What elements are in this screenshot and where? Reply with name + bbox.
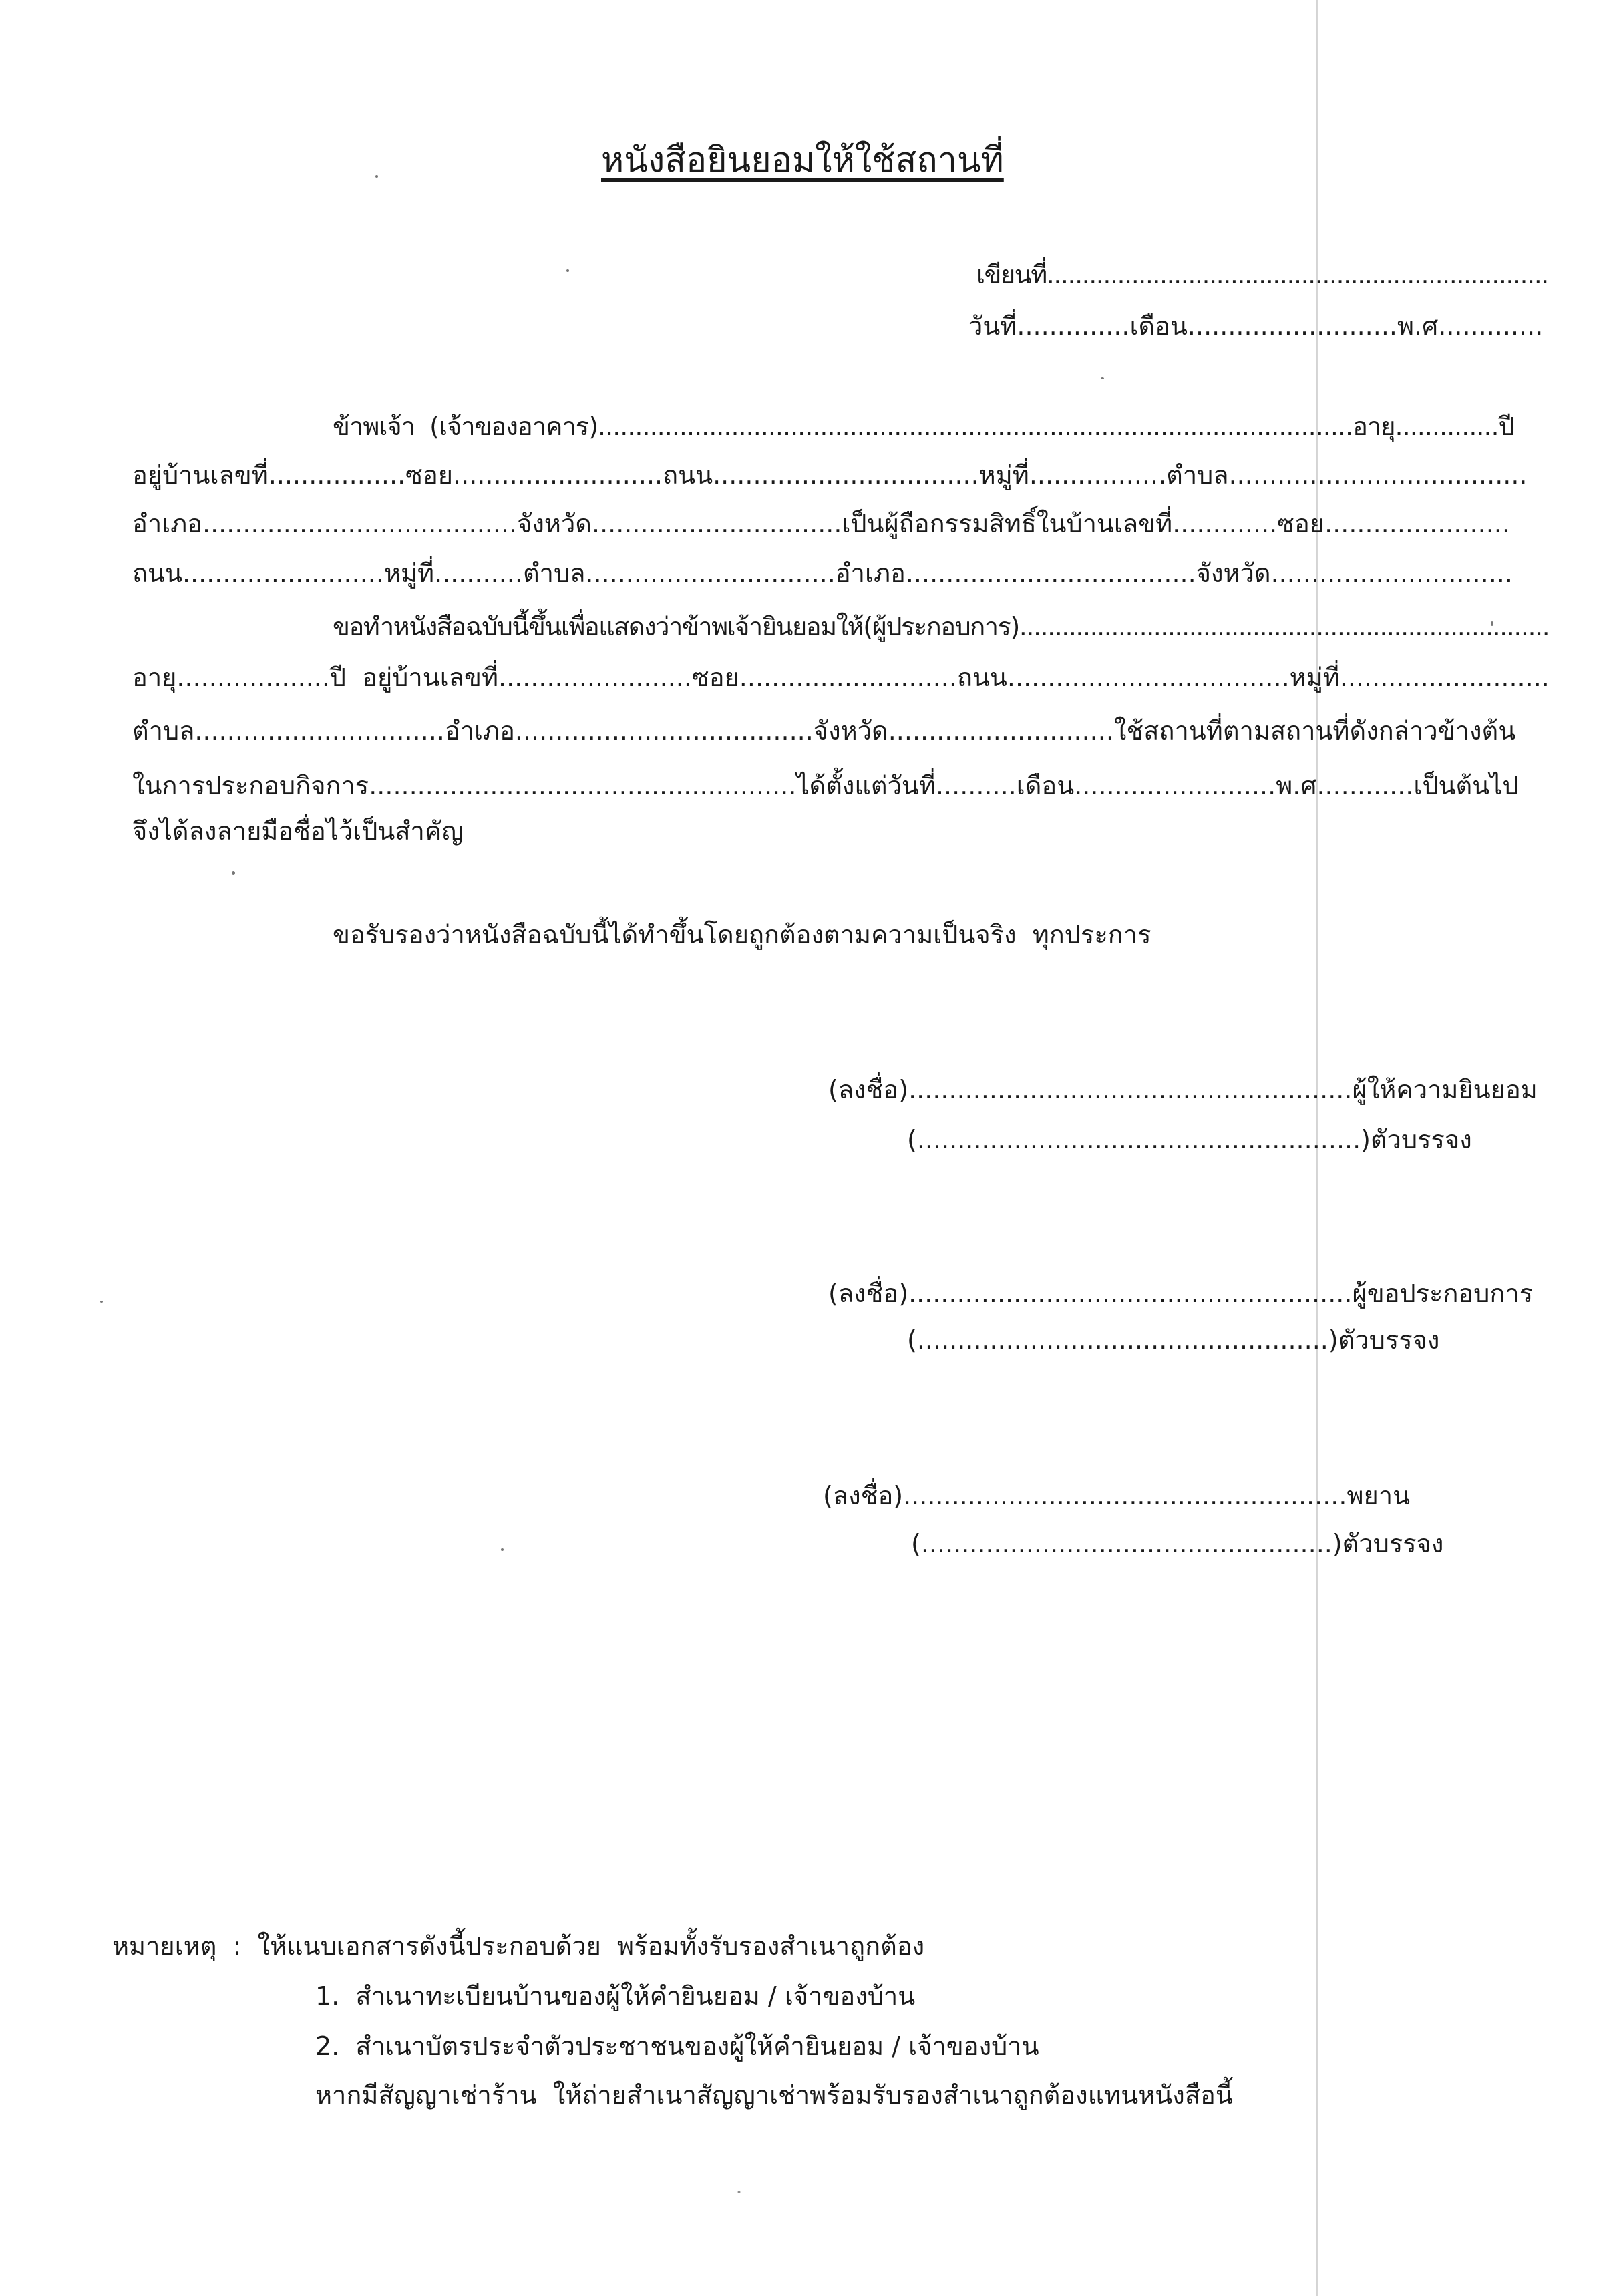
scan-speck [1101,377,1104,379]
operator-signature-line: (ลงชื่อ).......................................................ผู้ขอประกอบการ [828,1279,1534,1308]
scan-speck [737,2191,741,2193]
scan-speck [566,269,569,272]
notes-footer: หากมีสัญญาเช่าร้าน ให้ถ่ายสำเนาสัญญาเช่าพร้อมรับรองสำเนาถูกต้องแทนหนังสือนี้ [315,2080,1233,2110]
signature-statement: จึงได้ลงลายมือชื่อไว้เป็นสำคัญ [132,816,464,846]
certify-statement: ขอรับรองว่าหนังสือฉบับนี้ได้ทำขึ้นโดยถูกต้องตามความเป็นจริง ทุกประการ [333,920,1151,949]
scan-speck [100,1301,103,1303]
notes-item-1: 1. สำเนาทะเบียนบ้านของผู้ให้คำยินยอม / เจ้าของบ้าน [315,1981,916,2011]
consenter-signature-line: (ลงชื่อ).......................................................ผู้ให้ความยินยอม [828,1075,1538,1104]
owner-line: ข้าพเจ้า (เจ้าของอาคาร)......................................................................................................อายุ..............ปี [333,412,1514,441]
operator-district-line: ตำบล...............................อำเภอ.....................................จังหวัด............................ใช้สถานที่ตามสถานที่ดังกล่าวข้างต้น [132,716,1516,746]
notes-heading: หมายเหตุ : ให้แนบเอกสารดังนี้ประกอบด้วย พร้อมทั้งรับรองสำเนาถูกต้อง [112,1931,925,1961]
consent-line: ขอทำหนังสือฉบับนี้ขึ้นเพื่อแสดงว่าข้าพเจ้ายินยอมให้(ผู้ประกอบการ)........................................................................... [333,612,1550,641]
address-line: อยู่บ้านเลขที่.................ซอย..........................ถนน.................................หมู่ที่.................ตำบล..................................... [132,460,1528,490]
written-at-line: เขียนที่....................................................................... [976,260,1548,289]
business-line: ในการประกอบกิจการ.....................................................ได้ตั้งแต่วันที่..........เดือน.........................พ.ศ............เป็นต้นไป [132,771,1519,800]
district-line: อำเภอ.......................................จังหวัด...............................เป็นผู้ถือกรรมสิทธิ์ในบ้านเลขที่.............ซอย....................... [132,509,1510,538]
scan-speck [232,871,235,875]
operator-age-line: อายุ...................ปี อยู่บ้านเลขที่........................ซอย...........................ถนน...................................หมู่ที่.......................... [132,663,1550,692]
consenter-printed-name: (.......................................................)ตัวบรรจง [907,1125,1472,1154]
witness-printed-name: (...................................................)ตัวบรรจง [911,1529,1444,1559]
date-line: วันที่..............เดือน..........................พ.ศ............. [968,311,1544,341]
document-title: หนังสือยินยอมให้ใช้สถานที่ [601,140,1004,180]
witness-signature-line: (ลงชื่อ).......................................................พยาน [823,1481,1411,1510]
road-line: ถนน.........................หมู่ที่...........ตำบล...............................อำเภอ....................................จังหวัด.............................. [132,558,1513,588]
scan-speck [375,175,378,178]
scan-speck [501,1548,504,1551]
notes-item-2: 2. สำเนาบัตรประจำตัวประชาชนของผู้ให้คำยินยอม / เจ้าของบ้าน [315,2031,1039,2061]
operator-printed-name: (...................................................)ตัวบรรจง [907,1325,1440,1355]
